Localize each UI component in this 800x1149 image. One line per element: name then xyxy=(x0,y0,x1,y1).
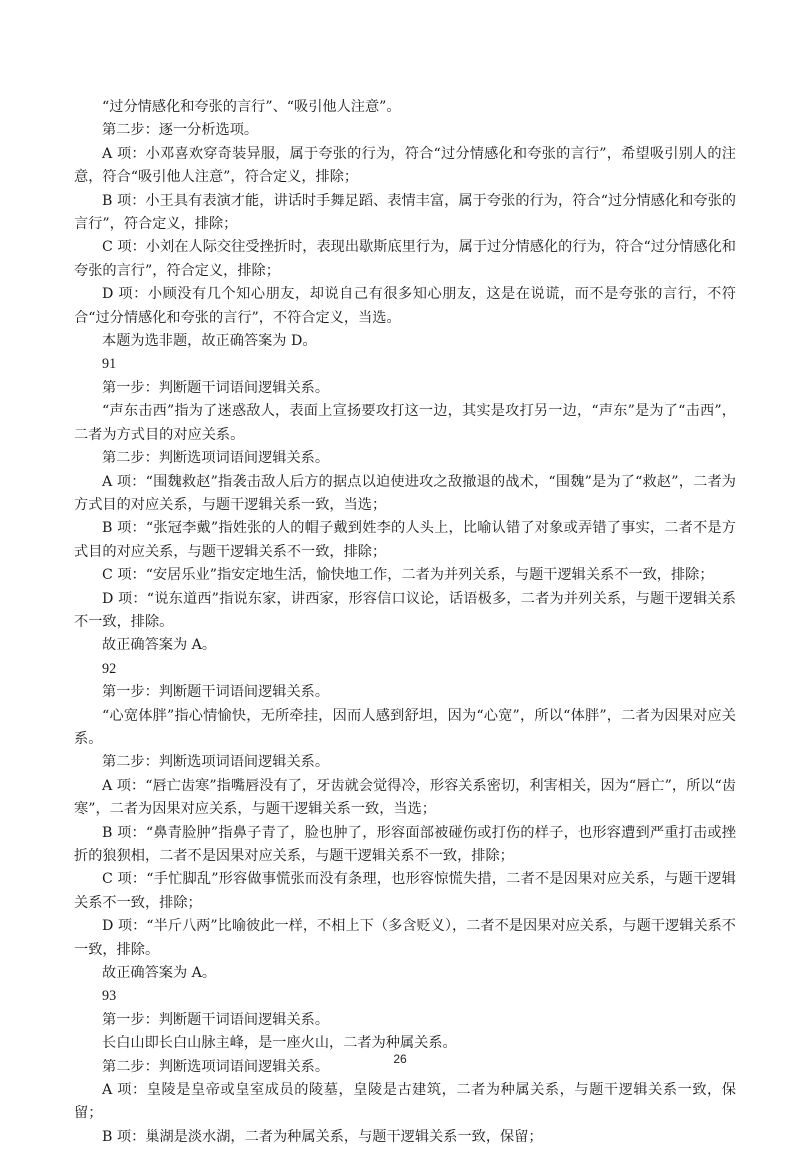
paragraph: D 项：“说东道西”指说东家，讲西家，形容信口议论，话语极多，二者为并列关系，与题干逻辑关系不一致，排除。 xyxy=(74,590,736,630)
paragraph: 故正确答案为 A。 xyxy=(102,637,217,654)
paragraph: 第一步：判断题干词语间逻辑关系。 xyxy=(102,379,330,396)
paragraph: B 项：“张冠李戴”指姓张的人的帽子戴到姓李的人头上，比喻认错了对象或弄错了事实，二者不是方式目的对应关系，与题干逻辑关系不一致，排除； xyxy=(74,520,736,560)
paragraph: B 项：小王具有表演才能，讲话时手舞足蹈、表情丰富，属于夸张的行为，符合“过分情感化和夸张的言行”，符合定义，排除； xyxy=(74,192,736,233)
question-number: 93 xyxy=(102,988,117,1005)
paragraph: A 项：小邓喜欢穿奇装异服，属于夸张的行为，符合“过分情感化和夸张的言行”，希望吸引别人的注意，符合“吸引他人注意”，符合定义，排除； xyxy=(74,145,736,186)
paragraph: D 项：“半斤八两”比喻彼此一样，不相上下（多含贬义），二者不是因果对应关系，与题干逻辑关系不一致，排除。 xyxy=(74,918,736,958)
question-number: 91 xyxy=(102,356,117,373)
paragraph: 第二步：判断选项词语间逻辑关系。 xyxy=(102,450,330,467)
paragraph: B 项：“鼻青脸肿”指鼻子青了，脸也肿了，形容面部被碰伤或打伤的样子，也形容遭到严重打击或挫折的狼狈相，二者不是因果对应关系，与题干逻辑关系不一致，排除； xyxy=(74,824,736,864)
paragraph: “声东击西”指为了迷惑敌人，表面上宣扬要攻打这一边，其实是攻打另一边，“声东”是为了“击西”，二者为方式目的对应关系。 xyxy=(74,403,736,443)
paragraph: C 项：“安居乐业”指安定地生活，愉快地工作，二者为并列关系，与题干逻辑关系不一致，排除； xyxy=(102,567,714,584)
paragraph: 长白山即长白山脉主峰，是一座火山，二者为种属关系。 xyxy=(102,1035,457,1052)
page-number: 26 xyxy=(393,1052,407,1066)
paragraph: 故正确答案为 A。 xyxy=(102,965,217,982)
paragraph: B 项：巢湖是淡水湖，二者为种属关系，与题干逻辑关系一致，保留； xyxy=(102,1128,543,1145)
paragraph: 第二步：判断选项词语间逻辑关系。 xyxy=(102,754,330,771)
paragraph: 第一步：判断题干词语间逻辑关系。 xyxy=(102,684,330,701)
paragraph: D 项：小顾没有几个知心朋友，却说自己有很多知心朋友，这是在说谎，而不是夸张的言行，不符合“过分情感化和夸张的言行”，不符合定义，当选。 xyxy=(74,286,736,326)
answer-explanation-body xyxy=(74,96,736,1149)
paragraph: A 项：皇陵是皇帝或皇室成员的陵墓，皇陵是古建筑，二者为种属关系，与题干逻辑关系一致，保留； xyxy=(74,1082,736,1122)
paragraph: C 项：“手忙脚乱”形容做事慌张而没有条理，也形容惊慌失措，二者不是因果对应关系，与题干逻辑关系不一致，排除； xyxy=(74,871,736,911)
paragraph: A 项：“围魏救赵”指袭击敌人后方的据点以迫使进攻之敌撤退的战术，“围魏”是为了“救赵”，二者为方式目的对应关系，与题干逻辑关系一致，当选； xyxy=(74,473,736,513)
paragraph: 第二步：判断选项词语间逻辑关系。 xyxy=(102,1058,330,1075)
paragraph: A 项：“唇亡齿寒”指嘴唇没有了，牙齿就会觉得冷，形容关系密切，利害相关，因为“唇亡”，所以“齿寒”，二者为因果对应关系，与题干逻辑关系一致，当选； xyxy=(74,777,736,818)
question-number: 92 xyxy=(102,660,117,677)
paragraph: “过分情感化和夸张的言行”、“吸引他人注意”。 xyxy=(102,99,401,115)
paragraph: C 项：小刘在人际交往受挫折时，表现出歇斯底里行为，属于过分情感化的行为，符合“过分情感化和夸张的言行”，符合定义，排除； xyxy=(74,239,736,279)
paragraph: 本题为选非题，故正确答案为 D。 xyxy=(102,333,317,350)
paragraph: 第二步：逐一分析选项。 xyxy=(102,122,259,139)
paragraph: 第一步：判断题干词语间逻辑关系。 xyxy=(102,1011,330,1028)
paragraph: “心宽体胖”指心情愉快，无所牵挂，因而人感到舒坦，因为“心宽”，所以“体胖”，二者为因果对应关系。 xyxy=(74,707,736,747)
